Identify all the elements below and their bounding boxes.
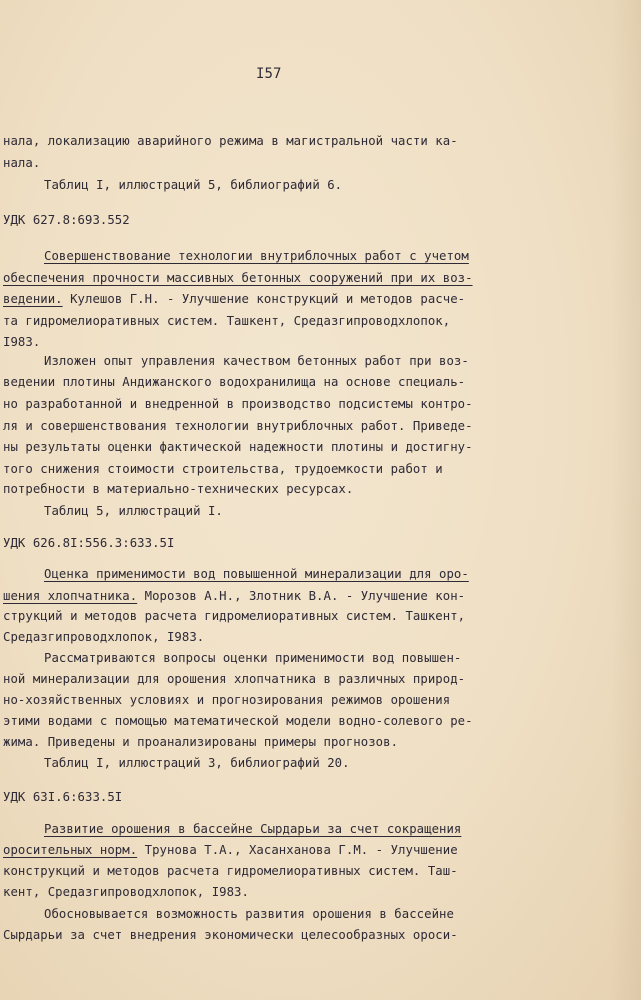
entry-2-udc: УДК 626.8I:556.3:633.5I: [3, 536, 175, 550]
entry-1-title-line-1: Совершенствование технологии внутриблочных работ с учетом: [44, 249, 469, 263]
entry-2-abstract-line-2: ной минерализации для орошения хлопчатника в различных природ-: [3, 672, 466, 686]
entry-3-ref-line-2: конструкций и методов расчета гидромелиоративных систем. Таш-: [3, 864, 458, 878]
entry-1-ref-line-2: та гидромелиоративных систем. Ташкент, Средазгипроводхлопок,: [3, 314, 451, 328]
entry-2-ref-line-2: струкций и методов расчета гидромелиоративных систем. Ташкент,: [3, 609, 466, 623]
intro-line-1: нала, локализацию аварийного режима в магистральной части ка-: [3, 134, 458, 148]
entry-3-ref-line-3: кент, Средазгипроводхлопок, I983.: [3, 885, 249, 899]
entry-1-title-ref-line: [3, 291, 465, 307]
entry-3-abstract-line-2: Сырдарьи за счет внедрения экономически целесообразных ороси-: [3, 928, 458, 942]
entry-1-udc: УДК 627.8:693.552: [3, 213, 130, 227]
entry-2-ref-line-3: Средазгипроводхлопок, I983.: [3, 630, 205, 644]
entry-1-abstract-line-5: ны результаты оценки фактической надежности плотины и достигну-: [3, 440, 473, 454]
entry-2-abstract-line-1: Рассматриваются вопросы оценки применимости вод повышен-: [44, 651, 462, 665]
entry-1-abstract-line-3: но разработанной и внедренной в производство подсистемы контро-: [3, 397, 473, 411]
entry-1-abstract-line-2: ведении плотины Андижанского водохранилища на основе специаль-: [3, 375, 466, 389]
entry-3-ref-line-1: Трунова Т.А., Хасанханова Г.М. - Улучшение: [137, 843, 458, 857]
entry-1-ref-line-1: Кулешов Г.Н. - Улучшение конструкций и методов расче-: [62, 292, 466, 306]
entry-3-udc: УДК 63I.6:633.5I: [3, 790, 123, 804]
page-edge-shading: [611, 0, 641, 1000]
entry-1-stats: Таблиц 5, иллюстраций I.: [44, 504, 223, 518]
entry-3-title-line-1: Развитие орошения в бассейне Сырдарьи за счет сокращения: [44, 822, 462, 836]
entry-2-title-line-1: Оценка применимости вод повышенной минерализации для оро-: [44, 567, 469, 581]
entry-2-title-ref-line: [3, 588, 465, 604]
intro-stats: Таблиц I, иллюстраций 5, библиографий 6.: [44, 178, 343, 192]
entry-1-title-line-2: обеспечения прочности массивных бетонных сооружений при их воз-: [3, 271, 473, 285]
entry-2-title-line-2: шения хлопчатника.: [3, 589, 138, 603]
entry-1-abstract-line-4: ля и совершенствования технологии внутриблочных работ. Приведе-: [3, 419, 473, 433]
entry-2-abstract-line-3: но-хозяйственных условиях и прогнозирования режимов орошения: [3, 693, 451, 707]
page-number: I57: [256, 66, 282, 82]
entry-2-abstract-line-5: жима. Приведены и проанализированы примеры прогнозов.: [3, 735, 399, 749]
intro-line-2: нала.: [3, 156, 41, 170]
entry-1-title-line-3: ведении.: [3, 292, 63, 306]
entry-1-ref-line-3: I983.: [3, 335, 41, 349]
entry-1-abstract-line-7: потребности в материально-технических ресурсах.: [3, 482, 354, 496]
entry-3-title-line-2: оросительных норм.: [3, 843, 138, 857]
entry-3-abstract-line-1: Обосновывается возможность развития орошения в бассейне: [44, 907, 454, 921]
entry-1-abstract-line-1: Изложен опыт управления качеством бетонных работ при воз-: [44, 354, 469, 368]
entry-2-ref-line-1: Морозов А.Н., Злотник В.А. - Улучшение кон-: [137, 589, 466, 603]
entry-2-stats: Таблиц I, иллюстраций 3, библиографий 20.: [44, 756, 350, 770]
entry-1-abstract-line-6: того снижения стоимости строительства, трудоемкости работ и: [3, 462, 443, 476]
entry-3-title-ref-line: [3, 842, 458, 858]
entry-2-abstract-line-4: этими водами с помощью математической модели водно-солевого ре-: [3, 714, 473, 728]
